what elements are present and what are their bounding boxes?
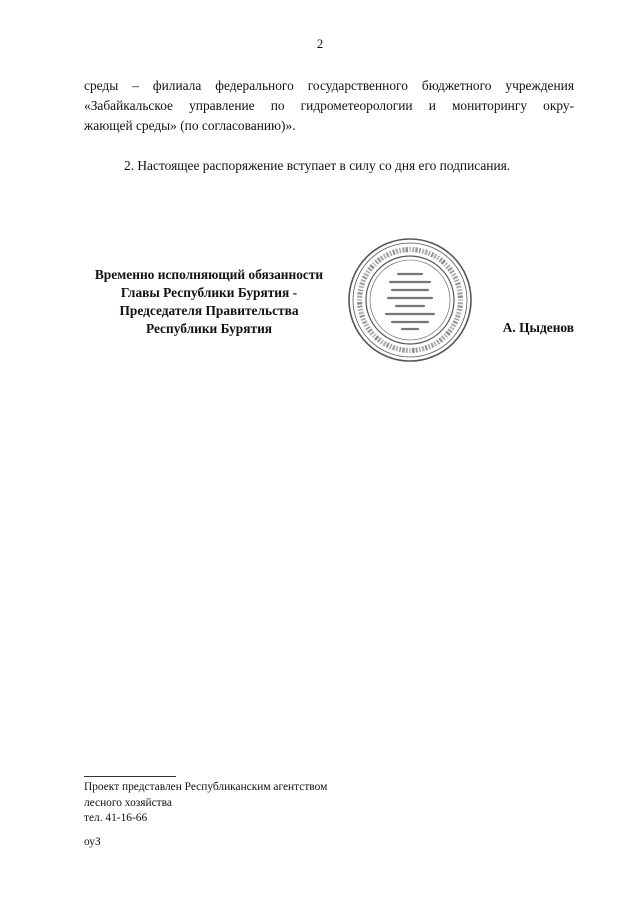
footnote-divider (84, 776, 176, 777)
signatory-position (74, 266, 344, 338)
paragraph-line: среды – филиала федерального государственного бюджетного учреждения (84, 78, 574, 93)
signatory-name: А. Цыденов (502, 320, 574, 335)
paragraph-line: жающей среды» (по согласованию)». (84, 118, 296, 133)
paragraph-effective-date: 2. Настоящее распоряжение вступает в силу со дня его подписания. (124, 158, 511, 173)
signatory-position-line: Временно исполняющий обязанности (94, 267, 324, 282)
footnote-line: лесного хозяйства (84, 796, 172, 809)
signatory-position-line: Республики Бурятия (145, 321, 273, 336)
official-seal-icon (346, 236, 474, 364)
footnote-line: тел. 41-16-66 (84, 812, 148, 824)
footnote-line: Проект представлен Республиканским агентством (84, 781, 328, 793)
footnote (84, 780, 327, 827)
document-code: оуЗ (84, 836, 101, 848)
signatory-position-line: Главы Республики Бурятия - (120, 285, 298, 300)
page-number: 2 (316, 36, 324, 51)
signatory-position-line: Председателя Правительства (119, 303, 299, 318)
paragraph-line: «Забайкальское управление по гидрометеорологии и мониторингу окру- (84, 98, 574, 113)
paragraph-continuation (84, 76, 574, 136)
